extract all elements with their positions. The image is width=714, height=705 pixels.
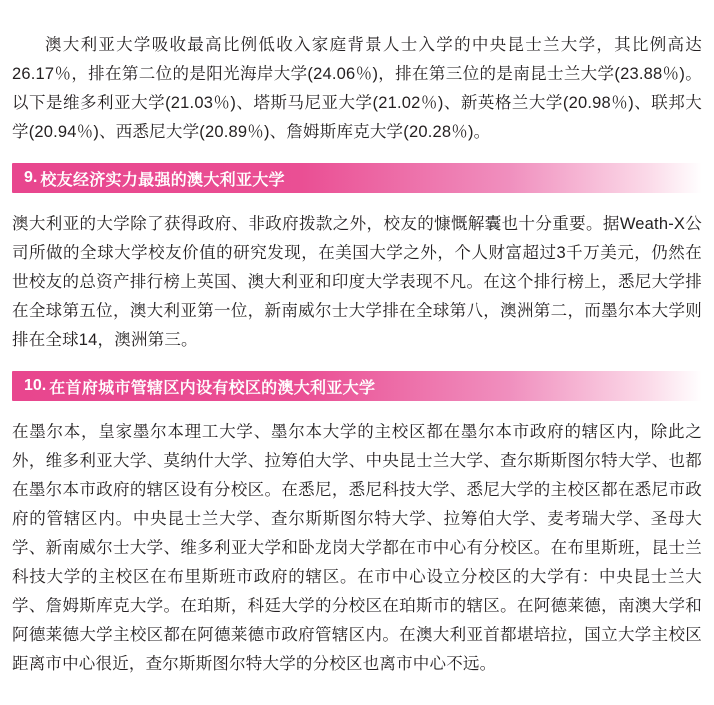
intro-paragraph: 澳大利亚大学吸收最高比例低收入家庭背景人士入学的中央昆士兰大学，其比例高达26.17％，排在第二位的是阳光海岸大学(24.06％)，排在第三位的是南昆士兰大学(23.88％)。以下是维多利亚大学(21.03％)、塔斯马尼亚大学(21.02％)、新英格兰大学(20.98％)、联邦大学(20.94％)、西悉尼大学(20.89％)、詹姆斯库克大学(20.28％)。 (12, 35, 702, 141)
section-number: 10. (24, 377, 47, 394)
section-number: 9. (24, 169, 38, 186)
section-10 (12, 371, 702, 679)
section-heading-9 (12, 163, 702, 193)
section-body: 在墨尔本，皇家墨尔本理工大学、墨尔本大学的主校区都在墨尔本市政府的辖区内，除此之外，维多利亚大学、莫纳什大学、拉筹伯大学、中央昆士兰大学、查尔斯斯图尔特大学、也都在墨尔本市政府的辖区设有分校区。在悉尼，悉尼科技大学、悉尼大学的主校区都在悉尼市政府的管辖区内。中央昆士兰大学、查尔斯斯图尔特大学、拉筹伯大学、麦考瑞大学、圣母大学、新南威尔士大学、维多利亚大学和卧龙岗大学都在市中心有分校区。在布里斯班，昆士兰科技大学的主校区在布里斯班市政府的辖区。在市中心设立分校区的大学有：中央昆士兰大学、詹姆斯库克大学。在珀斯，科廷大学的分校区在珀斯市的辖区。在阿德莱德，南澳大学和阿德莱德大学主校区都在阿德莱德市政府管辖区内。在澳大利亚首都堪培拉，国立大学主校区距离市中心很近，查尔斯斯图尔特大学的分校区也离市中心不远。 (12, 422, 702, 673)
intro-block (12, 31, 702, 147)
section-title: 在首府城市管辖区内设有校区的澳大利亚大学 (49, 379, 376, 397)
section-body: 澳大利亚的大学除了获得政府、非政府拨款之外，校友的慷慨解囊也十分重要。据Weath-X公司所做的全球大学校友价值的研究发现，在美国大学之外，个人财富超过3千万美元，仍然在世校友的总资产排行榜上英国、澳大利亚和印度大学表现不凡。在这个排行榜上，悉尼大学排在全球第五位，澳大利亚第一位，新南威尔士大学排在全球第八，澳洲第二，而墨尔本大学则排在全球14，澳洲第三。 (12, 214, 702, 349)
section-heading-10 (12, 371, 702, 401)
section-title: 校友经济实力最强的澳大利亚大学 (40, 171, 285, 189)
section-9 (12, 163, 702, 355)
